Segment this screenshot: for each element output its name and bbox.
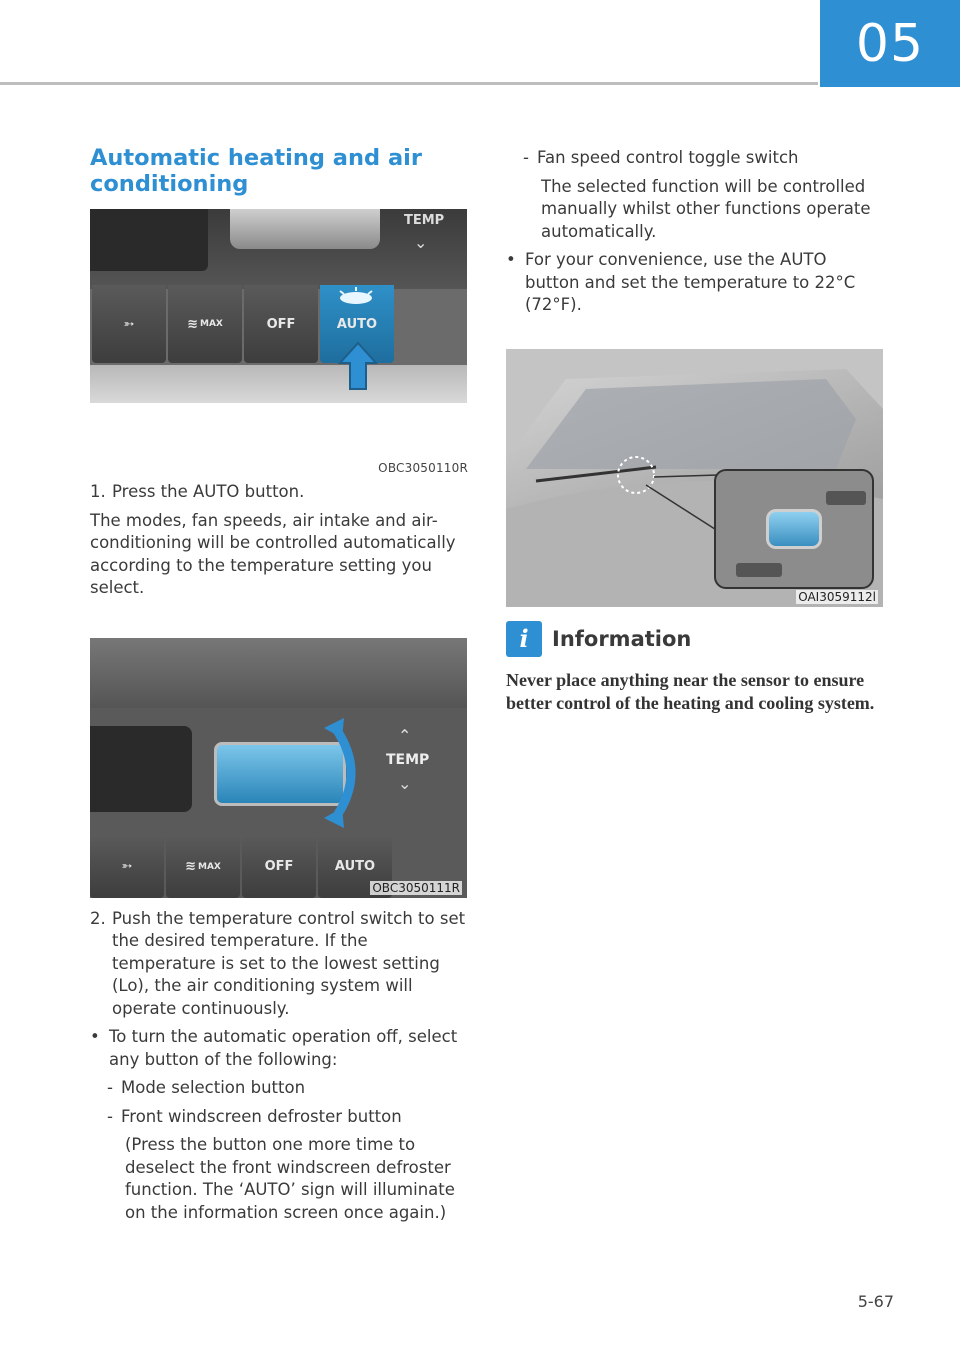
sensor-icon: [766, 509, 822, 549]
sub-note: The selected function will be controlled manually whilst other functions operate automatically.: [541, 176, 871, 241]
figure-auto-button: [90, 209, 467, 403]
rotate-arrow-icon: [322, 718, 372, 828]
panel-top: [90, 209, 467, 289]
top-rule: [0, 82, 818, 85]
sub-item: - Fan speed control toggle switch: [523, 148, 799, 167]
auto-button: AUTO: [320, 285, 394, 363]
paragraph: The modes, fan speeds, air intake and air-conditioning will be controlled automatically according to the temperature setting you select.: [90, 510, 456, 597]
information-title: Information: [552, 626, 692, 651]
information-text: Never place anything near the sensor to ensure better control of the heating and cooling system.: [506, 669, 875, 713]
info-icon: i: [506, 621, 542, 657]
button-row: [90, 836, 394, 898]
figure-caption: OAI3059112l: [798, 589, 876, 604]
left-column: [90, 145, 468, 1224]
panel-top: [90, 638, 467, 708]
chevron-up-icon: ⌃: [398, 725, 412, 745]
auto-button: AUTO: [318, 836, 392, 898]
right-column: [506, 145, 884, 715]
sub-note: (Press the button one more time to deselect the front windscreen defroster function. The ‘AUTO’ sign will illuminate on the information screen once again.): [125, 1135, 455, 1222]
section-heading: Automatic heating and air conditioning: [90, 145, 422, 197]
sensor-callout: [714, 469, 874, 589]
step-1: 1. Press the AUTO button.: [90, 482, 305, 501]
step-2: 2. Push the temperature control switch to set the desired temperature. If the temperature is set to the lowest setting (Lo), the air conditioning system will operate continuously.: [90, 908, 466, 1018]
defrost-icon: ≋: [185, 859, 197, 874]
chevron-down-icon: ⌄: [414, 233, 428, 252]
information-header: [506, 621, 884, 657]
defrost-icon: ≋: [187, 316, 199, 332]
bullet-item: • To turn the automatic operation off, select any button of the following:: [90, 1026, 468, 1071]
temp-label: TEMP: [404, 213, 445, 228]
chapter-tab: 05: [820, 0, 960, 87]
temp-label: TEMP: [386, 751, 430, 768]
chevron-down-icon: ⌄: [398, 773, 412, 793]
off-button: OFF: [242, 836, 316, 898]
vent-slot: [826, 491, 866, 505]
indicator-glow-icon: [336, 287, 376, 309]
sub-item: - Front windscreen defroster button: [107, 1106, 402, 1126]
figure-sensor-location: [506, 349, 883, 607]
defrost-max-button: ≋ MAX: [168, 285, 242, 363]
figure-caption: OBC3050110R: [378, 461, 468, 475]
bullet-icon: •: [506, 250, 516, 269]
sub-item: - Mode selection button: [107, 1078, 306, 1097]
off-button: OFF: [244, 285, 318, 363]
figure-temperature-switch: [90, 638, 467, 898]
panel-bottom: [90, 365, 467, 403]
bullet-item: • For your convenience, use the AUTO button and set the temperature to 22°C (72°F).: [506, 249, 884, 317]
figure-caption: OBC3050111R: [372, 880, 460, 895]
mode-button-icon: ➳: [90, 836, 164, 898]
mode-button-icon: ➳: [92, 285, 166, 363]
panel-screen: [90, 726, 192, 812]
vent-slot: [736, 563, 782, 577]
temperature-dial: [230, 209, 380, 249]
panel-screen: [90, 209, 208, 271]
defrost-max-button: ≋ MAX: [166, 836, 240, 898]
page-number: 5-67: [857, 1292, 894, 1311]
up-arrow-icon: [338, 341, 378, 391]
bullet-icon: •: [90, 1027, 100, 1046]
